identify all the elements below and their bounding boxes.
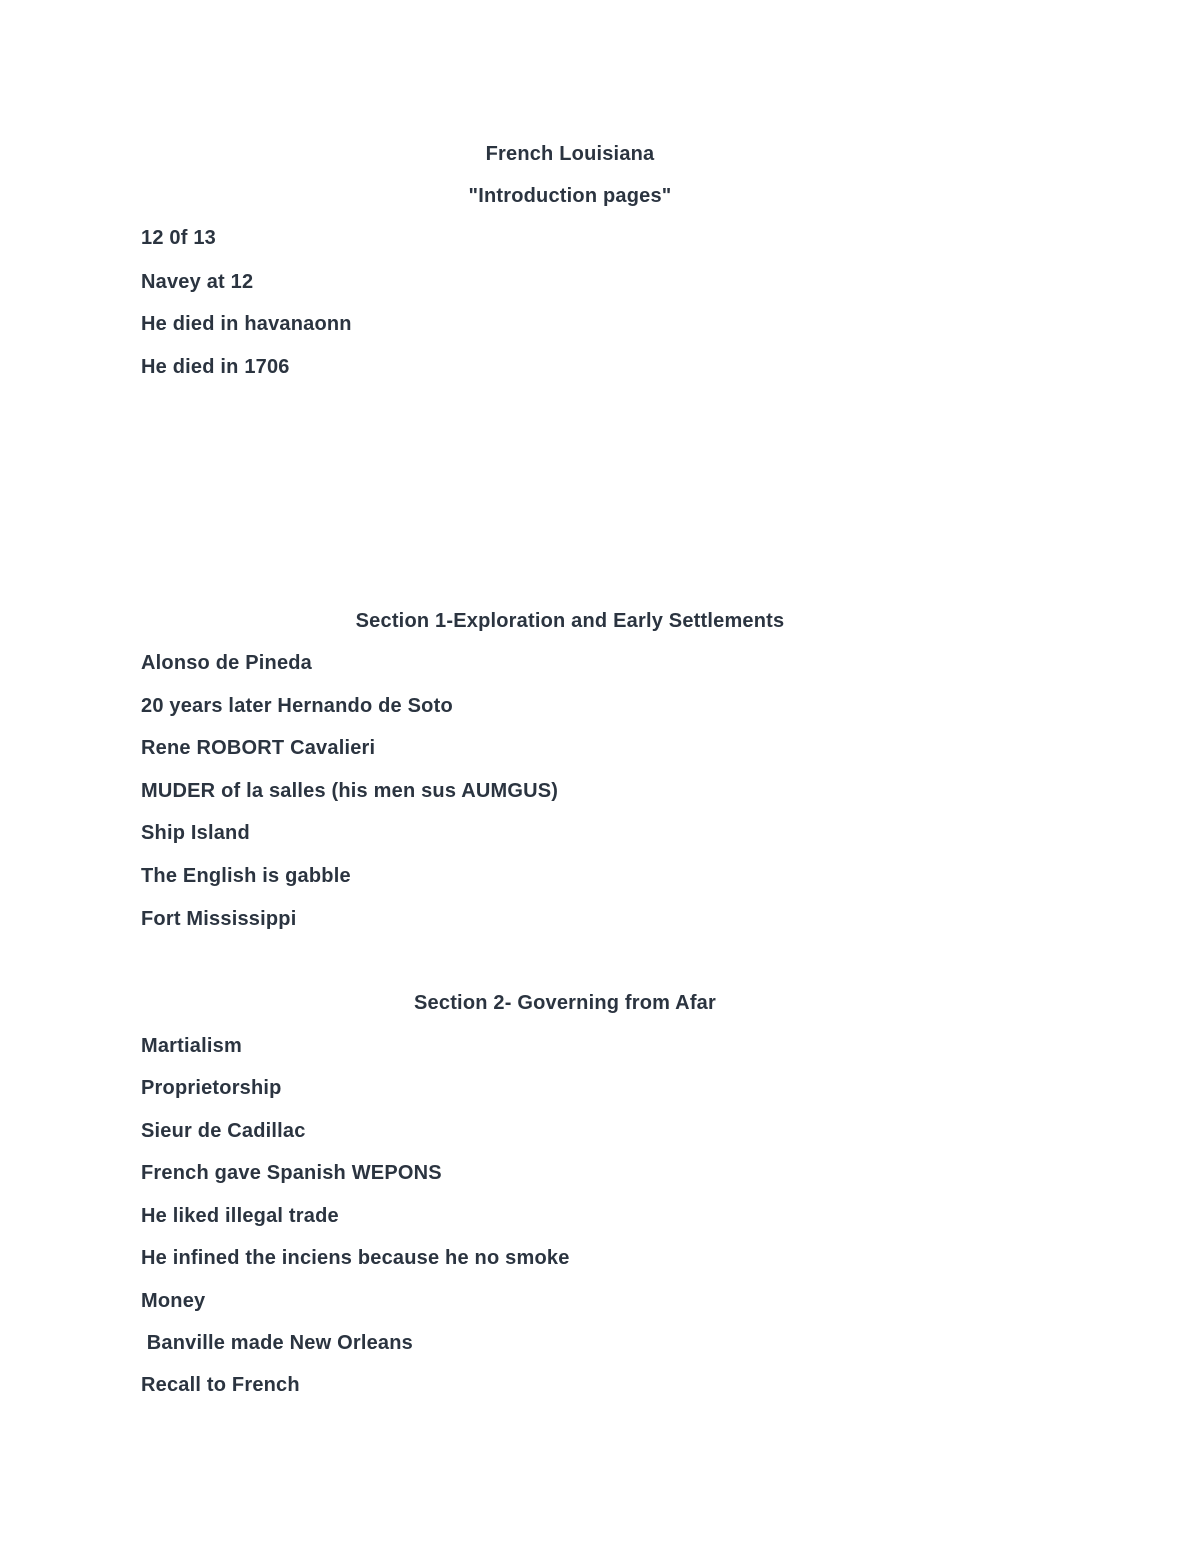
intro-line: 12 0f 13 — [141, 227, 216, 249]
section-2-item: He infined the inciens because he no smoke — [141, 1247, 570, 1269]
intro-line: Navey at 12 — [141, 271, 254, 293]
section-2-item: Sieur de Cadillac — [141, 1120, 306, 1142]
intro-line: He died in havanaonn — [141, 313, 352, 335]
document-title: French Louisiana — [485, 143, 655, 165]
section-2-item: Martialism — [141, 1035, 242, 1057]
section-1-item: Rene ROBORT Cavalieri — [141, 737, 376, 759]
section-2-item: He liked illegal trade — [141, 1205, 339, 1227]
section-1-item: The English is gabble — [141, 865, 351, 887]
document-subtitle: "Introduction pages" — [468, 185, 672, 207]
section-2-item: Proprietorship — [141, 1077, 282, 1099]
section-2-item: Banville made New Orleans — [141, 1332, 413, 1354]
intro-line: He died in 1706 — [141, 356, 290, 378]
section-2-heading: Section 2- Governing from Afar — [414, 992, 716, 1014]
section-1-item: Ship Island — [141, 822, 250, 844]
section-1-heading: Section 1-Exploration and Early Settlements — [355, 610, 785, 632]
section-2-item: Recall to French — [141, 1374, 300, 1396]
section-2-item: French gave Spanish WEPONS — [141, 1162, 442, 1184]
section-1-item: MUDER of la salles (his men sus AUMGUS) — [141, 780, 559, 802]
section-1-item: 20 years later Hernando de Soto — [141, 695, 453, 717]
section-2-item: Money — [141, 1290, 206, 1312]
section-1-item: Alonso de Pineda — [141, 652, 313, 674]
section-1-item: Fort Mississippi — [141, 908, 297, 930]
